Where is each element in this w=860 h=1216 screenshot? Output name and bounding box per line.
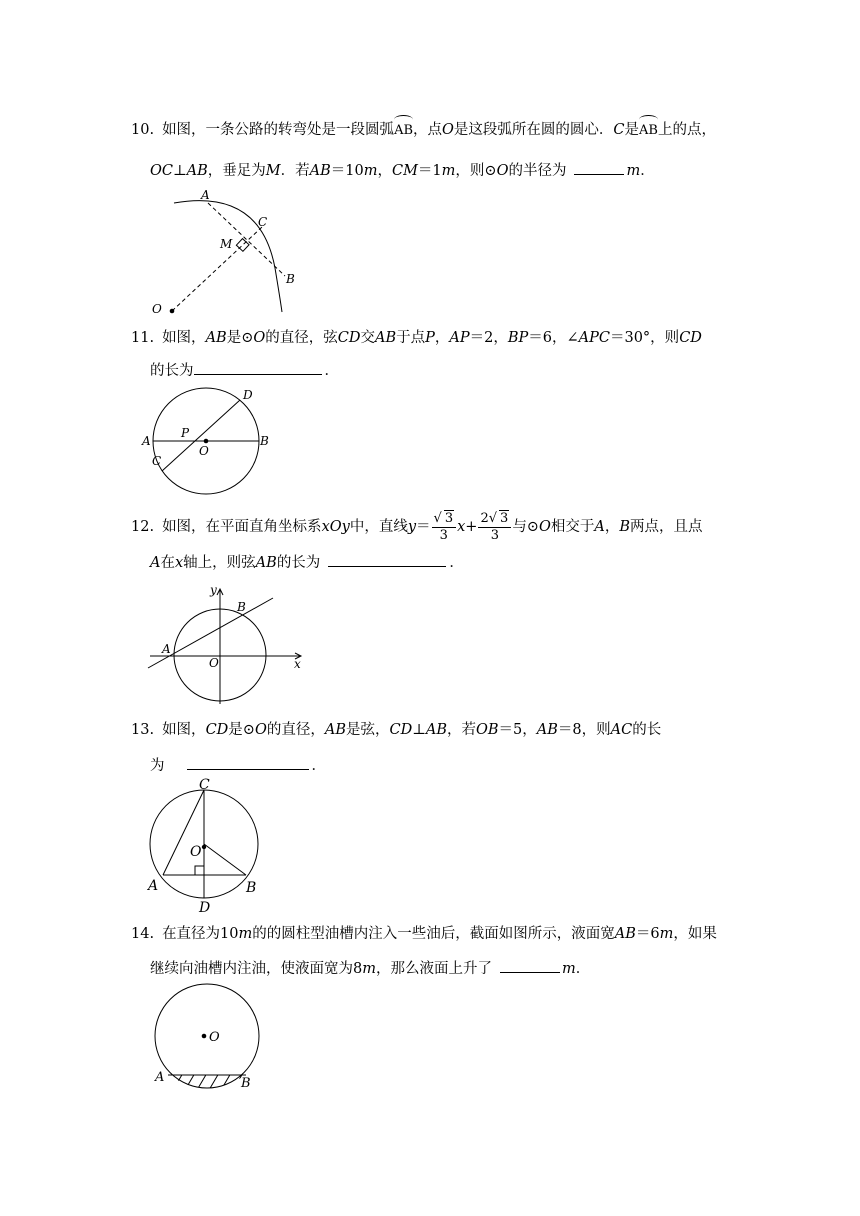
- text: ＝5，: [498, 722, 537, 738]
- text: ，垂足为: [207, 163, 266, 179]
- var: B: [619, 519, 630, 535]
- problem-number: 11.: [131, 330, 155, 346]
- var: AB: [425, 722, 447, 738]
- text: 与⊙: [512, 519, 539, 535]
- problem-10-line-1: [131, 120, 716, 141]
- var: AP: [449, 330, 470, 346]
- var: M: [265, 163, 281, 179]
- text: 在直径为10: [162, 926, 239, 942]
- label-d: D: [199, 900, 211, 916]
- fraction-2sqrt3-over-3: $\frac{2√ 3}{3}$: [478, 510, 511, 544]
- label-b: B: [246, 880, 257, 896]
- center-point: [170, 309, 175, 314]
- text: 是⊙: [226, 330, 254, 346]
- text: ．若: [280, 163, 310, 179]
- figure-circle-chord: [140, 385, 280, 495]
- answer-blank[interactable]: [194, 360, 322, 375]
- var: CD: [337, 330, 361, 346]
- var: m: [238, 926, 253, 942]
- var: A: [150, 555, 161, 571]
- text: ＝: [416, 519, 431, 535]
- text: 的长: [632, 722, 662, 738]
- label-c: C: [258, 215, 268, 229]
- var: OC: [150, 163, 173, 179]
- problem-14-line-1: [131, 924, 717, 944]
- label-m: M: [220, 237, 233, 251]
- var: m: [626, 163, 641, 179]
- arc-ab-notation: AB: [639, 121, 658, 141]
- text: ＝6，∠: [528, 330, 579, 346]
- var: AB: [374, 330, 397, 346]
- text: 为: [150, 758, 165, 774]
- var: C: [613, 122, 625, 138]
- chord-cd: [162, 400, 240, 471]
- label-a: A: [155, 1070, 165, 1085]
- text: ＝8，则: [557, 722, 611, 738]
- label-b: B: [237, 600, 246, 614]
- text: ，则⊙: [455, 163, 497, 179]
- problem-11-line-2: [150, 360, 339, 381]
- text: 的长为: [150, 363, 194, 379]
- text: ．: [575, 961, 591, 977]
- var: AB: [309, 163, 331, 179]
- label-b: B: [286, 272, 295, 286]
- var: AB: [186, 163, 208, 179]
- var: CD: [389, 722, 413, 738]
- text: ⊥: [412, 722, 426, 738]
- text: ＝1: [417, 163, 442, 179]
- right-angle-mark: [236, 239, 249, 252]
- var: m: [363, 163, 378, 179]
- var: AC: [610, 722, 633, 738]
- text: 的的圆柱型油槽内注入一些油后，截面如图所示，液面宽: [252, 926, 615, 942]
- label-o: O: [152, 302, 162, 316]
- radicand: 3: [444, 511, 454, 526]
- text: 的半径为: [508, 163, 567, 179]
- text: 如图，: [162, 722, 206, 738]
- text: ⊥: [172, 163, 187, 179]
- label-p: P: [181, 426, 190, 440]
- label-o: O: [190, 844, 202, 860]
- text: 于点: [396, 330, 426, 346]
- var: m: [561, 961, 576, 977]
- var: AB: [255, 555, 277, 571]
- var: m: [659, 926, 674, 942]
- var: CD: [205, 722, 229, 738]
- text: ＝30°，则: [609, 330, 680, 346]
- var: O: [496, 163, 509, 179]
- text: ，: [434, 330, 450, 346]
- text: ，: [604, 519, 620, 535]
- text: 的直径，弦: [265, 330, 338, 346]
- denominator: 3: [490, 528, 500, 543]
- label-c: C: [152, 454, 162, 468]
- text: 是⊙: [228, 722, 255, 738]
- var: AB: [536, 722, 558, 738]
- problem-number: 14.: [131, 926, 155, 942]
- var: O: [538, 519, 551, 535]
- answer-blank[interactable]: [328, 552, 446, 567]
- text: 中，直线: [349, 519, 408, 535]
- text: 是: [624, 122, 640, 138]
- var: CM: [391, 163, 418, 179]
- var: O: [254, 722, 267, 738]
- text: ，若: [447, 722, 476, 738]
- text: ，那么液面上升了: [375, 961, 492, 977]
- var: A: [594, 519, 605, 535]
- text: ．: [449, 555, 464, 571]
- label-o: O: [209, 1030, 220, 1045]
- text: +: [465, 519, 478, 535]
- var: O: [253, 330, 266, 346]
- var: m: [362, 961, 376, 977]
- segment-ob: [204, 844, 246, 875]
- answer-blank[interactable]: [187, 755, 309, 770]
- var: APC: [578, 330, 610, 346]
- var: AB: [614, 926, 636, 942]
- text: ，点: [413, 122, 443, 138]
- text: ．: [311, 758, 326, 774]
- label-o: O: [199, 444, 209, 458]
- var: AB: [324, 722, 346, 738]
- text: 相交于: [550, 519, 595, 535]
- problem-number: 12.: [131, 519, 155, 535]
- var: y: [407, 519, 417, 535]
- radicand: 3: [500, 511, 509, 526]
- text: 继续向油槽内注油，使液面宽为8: [150, 961, 363, 977]
- label-a: A: [142, 434, 151, 448]
- figure-oil-tank: [145, 988, 275, 1093]
- var: m: [441, 163, 456, 179]
- arc-ab-notation: AB: [394, 121, 413, 141]
- problem-12-line-2: [150, 552, 464, 573]
- text: 如图，: [162, 330, 206, 346]
- problem-13-line-1: [131, 720, 661, 740]
- text: ．: [640, 163, 655, 179]
- label-b: B: [260, 434, 269, 448]
- figure-coordinate-circle: [140, 582, 315, 707]
- var: AB: [205, 330, 227, 346]
- var: O: [442, 122, 454, 138]
- var: x: [457, 519, 466, 535]
- circle-o: [155, 984, 259, 1088]
- label-o: O: [209, 656, 219, 670]
- text: 是这段弧所在圆的圆心．: [453, 122, 614, 138]
- text: ．: [324, 363, 339, 379]
- var: P: [425, 330, 435, 346]
- segment-oc: [172, 227, 262, 311]
- var: CD: [679, 330, 702, 346]
- text: 轴上，则弦: [183, 555, 256, 571]
- var: BP: [507, 330, 529, 346]
- text: ＝10: [330, 163, 364, 179]
- text: 两点，且点: [630, 519, 703, 535]
- problem-11-line-1: [131, 328, 702, 348]
- center-point: [204, 439, 209, 444]
- problem-12-line-1: [131, 510, 703, 544]
- label-d: D: [243, 388, 253, 402]
- label-c: C: [199, 777, 210, 793]
- answer-blank[interactable]: [500, 958, 560, 973]
- problem-14-line-2: [150, 958, 590, 979]
- text: ，如果: [673, 926, 717, 942]
- label-b: B: [241, 1076, 251, 1091]
- text: 在: [160, 555, 175, 571]
- problem-10-line-2: [150, 160, 655, 181]
- label-a: A: [162, 642, 171, 656]
- center-point: [202, 845, 206, 849]
- label-a: A: [201, 188, 210, 202]
- var: OB: [476, 722, 499, 738]
- denominator: 3: [439, 528, 448, 543]
- fraction-sqrt3-over-3: $\frac{√ 3}{3}$: [432, 510, 457, 544]
- label-a: A: [148, 878, 159, 894]
- text: ＝2，: [469, 330, 508, 346]
- answer-blank[interactable]: [574, 160, 624, 175]
- text: 如图，一条公路的转弯处是一段圆弧: [162, 122, 395, 138]
- text: 的长为: [276, 555, 321, 571]
- right-angle-mark: [195, 866, 204, 875]
- text: 如图，在平面直角坐标系: [162, 519, 322, 535]
- coefficient: 2: [480, 511, 489, 526]
- center-point: [202, 1034, 207, 1039]
- figure-circle-diameter: [140, 778, 280, 916]
- var: x: [174, 555, 184, 571]
- problem-number: 13.: [131, 722, 155, 738]
- text: ＝6: [635, 926, 660, 942]
- problem-number: 10.: [131, 122, 155, 138]
- text: ，: [377, 163, 392, 179]
- label-x: x: [294, 657, 301, 671]
- label-y: y: [210, 583, 217, 597]
- text: 上的点，: [657, 122, 716, 138]
- text: 的直径，: [266, 722, 325, 738]
- text: 是弦，: [345, 722, 390, 738]
- var: xOy: [321, 519, 350, 535]
- text: 交: [360, 330, 375, 346]
- figure-road-arc: [140, 190, 340, 320]
- problem-13-line-2: [150, 755, 326, 776]
